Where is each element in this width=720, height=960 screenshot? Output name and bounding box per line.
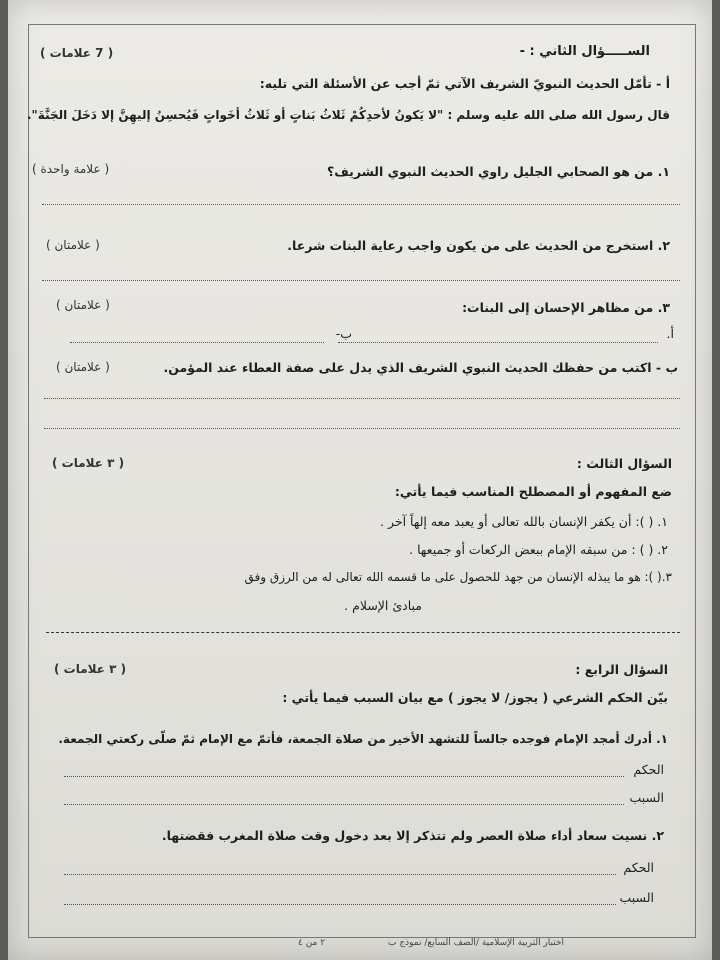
q2-part-a-intro: أ - تأمّل الحديث النبويّ الشريف الآتي ثمّ أجب عن الأسئلة التي تليه: [259,76,670,91]
q4-case-2-ruling-label: الحكم [623,860,654,875]
q3-marks: ( ٣ علامات ) [52,456,125,470]
page-number: ٢ من ٤ [298,938,326,948]
q2-question-3: ٣. من مظاهر الإحسان إلى البنات: [462,300,670,315]
q4-case-2: ٢. نسيت سعاد أداء صلاة العصر ولم تتذكر إلا بعد دخول وقت صلاة المغرب فقضتها. [161,828,664,843]
answer-line[interactable] [42,280,680,281]
answer-line[interactable] [44,428,680,429]
answer-line[interactable] [44,398,680,399]
q2-q1-marks: ( علامة واحدة ) [32,162,110,176]
section-divider [46,632,680,633]
q4-case-2-reason-label: السبب [619,890,654,905]
page-border [28,24,696,938]
exam-title-footer: اختبار التربية الإسلامية /الصف السابع/ نموذج ب [388,938,565,948]
q2-title: الســـــؤال الثاني : - [519,44,650,59]
answer-line-a[interactable] [338,342,658,343]
q2-marks: ( 7 علامات ) [40,46,114,60]
answer-line[interactable] [42,204,680,205]
q2-question-2: ٢. استخرج من الحديث على من يكون واجب رعاية البنات شرعا. [287,238,670,253]
q2-part-b-marks: ( علامتان ) [56,360,110,374]
q3-item-2: ٢. ( ) : من سبقه الإمام ببعض الركعات أو جميعها . [409,542,668,557]
hadith-text: قال رسول الله صلى الله عليه وسلم : "لا يَكونُ لأحدِكُمْ ثَلاثُ بَناتٍ أو ثَلاثُ أخَواتٍ فَيُحسِنُ إليهِنَّ إلا دَخَلَ الجَنَّةَ". [26,108,670,122]
q3-item-3-continued: مبادئ الإسلام . [344,598,422,613]
q2-q3-option-b: ب- [335,326,352,341]
q4-case-1: ١. أدرك أمجد الإمام فوجده جالساً للتشهد الأخير من صلاة الجمعة، فأتمّ مع الإمام ثمّ صلّى ركعتي الجمعة. [58,732,668,746]
q4-intro: بيّن الحكم الشرعي ( يجوز/ لا يجوز ) مع بيان السبب فيما يأتي : [282,690,668,705]
q3-item-1: ١. ( ): أن يكفر الإنسان بالله تعالى أو يعبد معه إلهاً آخر . [380,514,668,529]
reason-answer-line[interactable] [64,804,624,805]
q3-intro: ضع المفهوم أو المصطلح المناسب فيما يأتي: [394,484,672,499]
q4-case-1-reason-label: السبب [629,790,664,805]
q4-case-1-ruling-label: الحكم [633,762,664,777]
q3-item-3: ٣.( ): هو ما يبذله الإنسان من جهد للحصول على ما قسمه الله تعالى له من الرزق وفق [244,570,672,584]
answer-line-b[interactable] [70,342,324,343]
q3-title: السؤال الثالث : [576,456,672,471]
ruling-answer-line[interactable] [64,776,624,777]
q2-q3-option-a: أ. [666,326,674,341]
q2-q3-marks: ( علامتان ) [56,298,110,312]
exam-page [8,0,712,960]
reason-answer-line[interactable] [64,904,616,905]
q4-marks: ( ٣ علامات ) [54,662,127,676]
q2-question-1: ١. من هو الصحابي الجليل راوي الحديث النبوي الشريف؟ [326,164,670,179]
q2-part-b: ب - اكتب من حفظك الحديث النبوي الشريف الذي يدل على صفة العطاء عند المؤمن. [163,360,678,375]
q4-title: السؤال الرابع : [575,662,668,677]
ruling-answer-line[interactable] [64,874,616,875]
q2-q2-marks: ( علامتان ) [46,238,100,252]
